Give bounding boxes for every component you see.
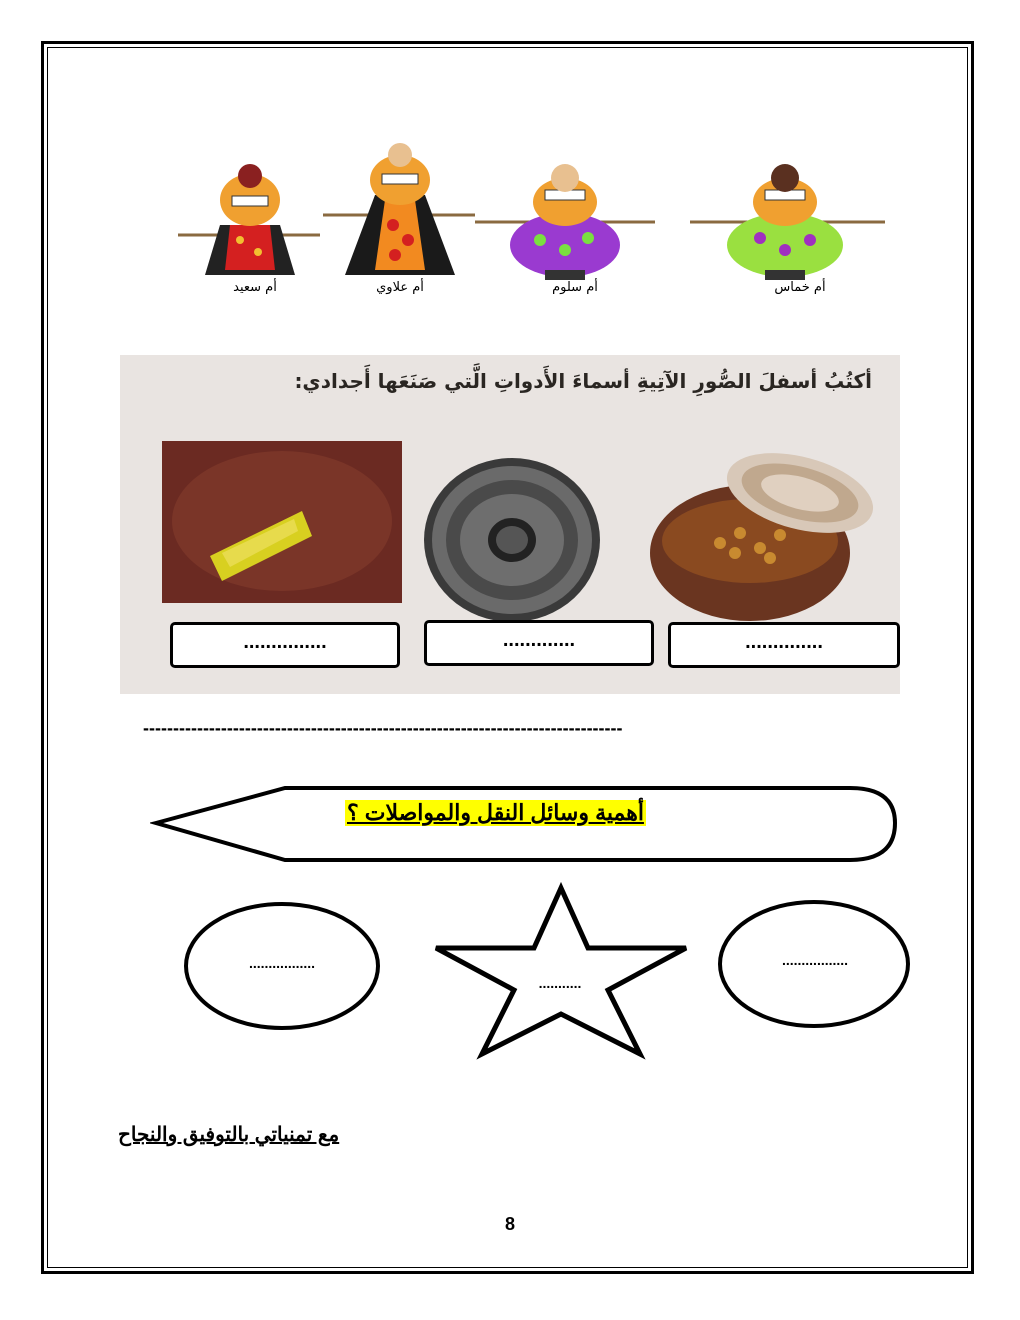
- tools-photo-panel: [120, 355, 900, 694]
- answer-box-right[interactable]: ..............: [668, 622, 900, 668]
- answer-box-middle[interactable]: .............: [424, 620, 654, 666]
- figure-umm-khammas: [685, 140, 865, 305]
- left-oval-answer[interactable]: .................: [248, 955, 316, 971]
- answer-box-left[interactable]: ...............: [170, 622, 400, 668]
- figure-name: أم علاوي: [376, 280, 424, 295]
- photo-woven-mat: [420, 455, 610, 625]
- dashed-separator: --------------------------------------------------------------------------------: [143, 718, 623, 738]
- star-shape: [428, 880, 694, 1060]
- figure-umm-salloum: [470, 140, 650, 305]
- figures-strip: [170, 140, 895, 305]
- page-number: 8: [504, 1214, 515, 1234]
- star-answer[interactable]: ...........: [538, 975, 582, 991]
- transport-question-title: أهمية وسائل النقل والمواصلات ؟: [347, 800, 644, 825]
- closing-wishes: مع تمنياتي بالتوفيق والنجاح: [118, 1124, 340, 1146]
- figure-umm-allawi: [315, 140, 495, 305]
- photo-yellow-object: [162, 441, 402, 603]
- exercise-instruction: أكتُبُ أسفلَ الصُّورِ الآتِيةِ أسماءَ الأَدواتِ الَّتي صَنَعَها أَجدادي:: [294, 369, 872, 393]
- figure-name: أم سعيد: [233, 280, 277, 295]
- figure-name: أم خماس: [774, 280, 826, 295]
- figure-name: أم سلوم: [552, 280, 598, 295]
- photo-date-basket: [640, 453, 880, 623]
- right-oval-answer[interactable]: .................: [781, 952, 849, 968]
